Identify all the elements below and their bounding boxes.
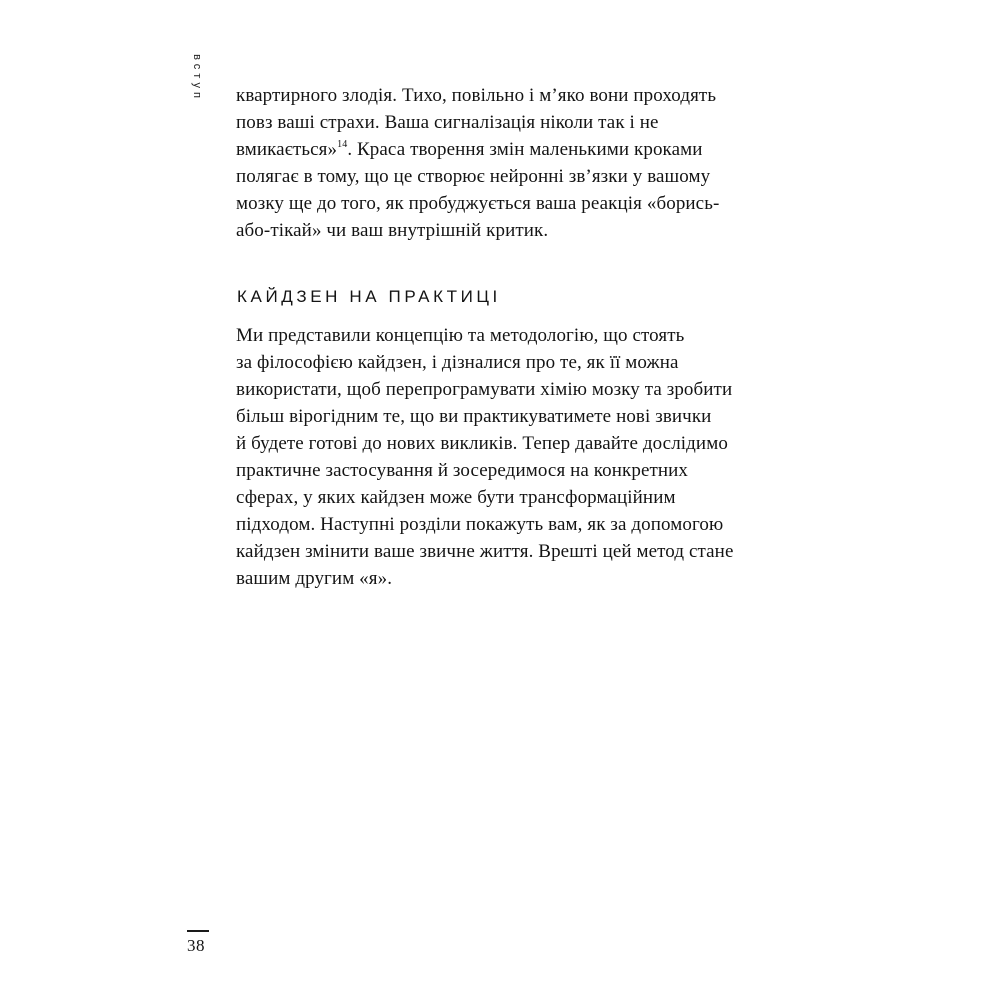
page-number: 38	[187, 936, 205, 955]
paragraph-line: або-тікай» чи ваш внутрішній критик.	[236, 220, 549, 241]
paragraph-line: практичне застосування й зосередимося на конкретних	[236, 460, 689, 481]
paragraph-line: Ми представили концепцію та методологію, що стоять	[236, 325, 685, 346]
section-paragraph	[236, 322, 796, 592]
paragraph-line: більш вірогідним те, що ви практикуватимете нові звички	[236, 406, 712, 427]
paragraph-line: кайдзен змінити ваше звичне життя. Врешті цей метод стане	[236, 541, 734, 562]
footnote-reference[interactable]: 14	[337, 139, 348, 150]
paragraph-line-end: . Краса творення змін маленькими кроками	[347, 139, 703, 160]
paragraph-line: за філософією кайдзен, і дізналися про те, як її можна	[236, 352, 679, 373]
paragraph-line: повз ваші страхи. Ваша сигналізація ніколи так і не	[236, 112, 659, 133]
paragraph-line: мозку ще до того, як пробуджується ваша реакція «борись-	[236, 193, 720, 214]
section-heading: КАЙДЗЕН НА ПРАКТИЦІ	[237, 287, 501, 306]
paragraph-line: квартирного злодія. Тихо, повільно і м’яко вони проходять	[236, 85, 717, 106]
paragraph-line: вашим другим «я».	[236, 568, 393, 589]
paragraph-line: підходом. Наступні розділи покажуть вам, як за допомогою	[236, 514, 724, 535]
paragraph-line: полягає в тому, що це створює нейронні зв’язки у вашому	[236, 166, 711, 187]
paragraph-line: й будете готові до нових викликів. Тепер давайте дослідимо	[236, 433, 728, 454]
running-head-text: вступ	[191, 54, 203, 102]
running-head	[187, 48, 207, 108]
paragraph-line	[236, 136, 776, 163]
intro-paragraph	[236, 82, 776, 244]
paragraph-line: використати, щоб перепрограмувати хімію мозку та зробити	[236, 379, 733, 400]
paragraph-line-start: вмикається»	[236, 139, 338, 160]
paragraph-line: сферах, у яких кайдзен може бути трансформаційним	[236, 487, 676, 508]
page-number-rule	[187, 930, 209, 932]
